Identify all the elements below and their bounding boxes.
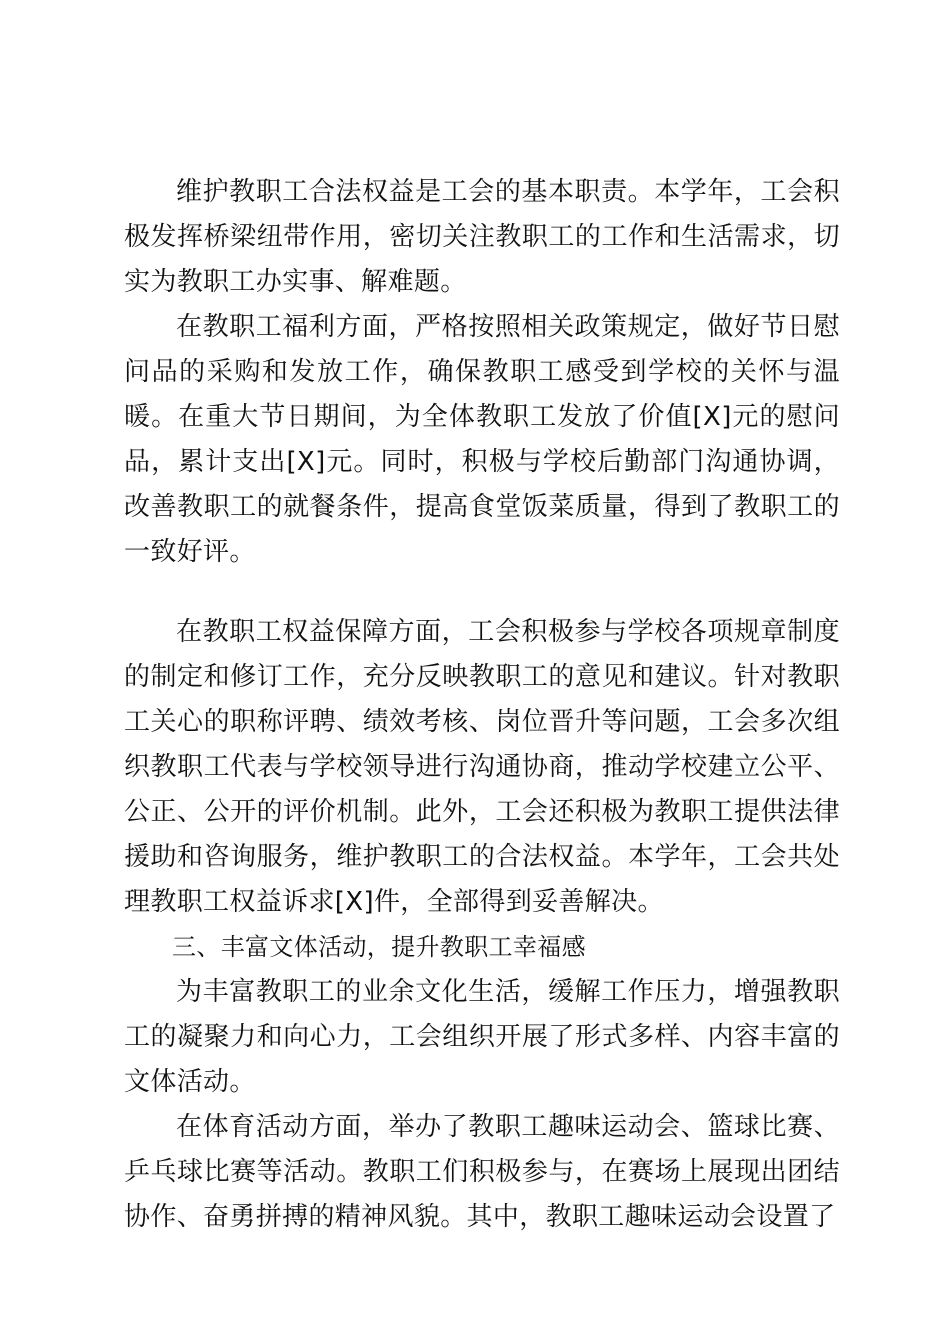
paragraph-rights-protection: 在教职工权益保障方面，工会积极参与学校各项规章制度的制定和修订工作，充分反映教职工的意见和建议。针对教职工关心的职称评聘、绩效考核、岗位晋升等问题，工会多次组织教职工代表与学校领导进行沟通协商，推动学校建立公平、公正、公开的评价机制。此外，工会还积极为教职工提供法律援助和咨询服务，维护教职工的合法权益。本学年，工会共处理教职工权益诉求[X]件，全部得到妥善解决。 [124,617,840,917]
paragraph-welfare: 在教职工福利方面，严格按照相关政策规定，做好节日慰问品的采购和发放工作，确保教职工感受到学校的关怀与温暖。在重大节日期间，为全体教职工发放了价值[X]元的慰问品，累计支出[X]元。同时，积极与学校后勤部门沟通协调，改善教职工的就餐条件，提高食堂饭菜质量，得到了教职工的一致好评。 [124,312,840,567]
paragraph-rights-intro: 维护教职工合法权益是工会的基本职责。本学年，工会积极发挥桥梁纽带作用，密切关注教职工的工作和生活需求，切实为教职工办实事、解难题。 [124,177,840,297]
section-heading: 三、丰富文体活动，提升教职工幸福感 [172,933,586,961]
paragraph-sports: 在体育活动方面，举办了教职工趣味运动会、篮球比赛、乒乓球比赛等活动。教职工们积极参与，在赛场上展现出团结协作、奋勇拼搏的精神风貌。其中，教职工趣味运动会设置了 [124,1112,840,1232]
paragraph-culture-intro: 为丰富教职工的业余文化生活，缓解工作压力，增强教职工的凝聚力和向心力，工会组织开展了形式多样、内容丰富的文体活动。 [124,977,840,1097]
document-body [124,170,840,1240]
